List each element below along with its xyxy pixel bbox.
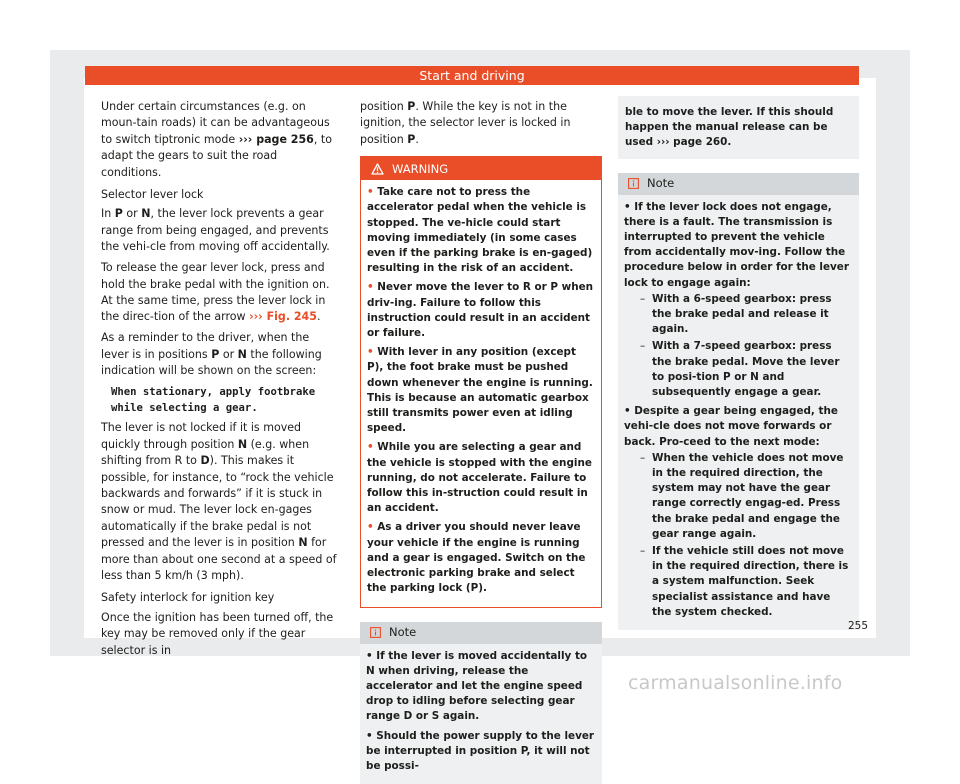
info-note-icon <box>628 178 639 189</box>
paragraph-lever-lock: In P or N, the lever lock prevents a gear range from being engaged, and prevents the vehi-cle from moving off accidentally. <box>101 206 337 255</box>
column-2 <box>360 99 602 784</box>
dash-item: – When the vehicle does not move in the required direction, the system may not have the gear range correctly engag-ed. Press the brake pedal and engage the gear range again. <box>640 451 853 542</box>
warning-header <box>361 158 601 180</box>
dash-item: – With a 6-speed gearbox: press the brake pedal and release it again. <box>640 292 853 338</box>
page-number: 255 <box>848 620 868 632</box>
warning-item: • With lever in any position (except P), the foot brake must be pushed down whenever the engine is running. This is because an automatic gearbox still transmits power even at idling speed. <box>367 345 595 436</box>
page-ref-link[interactable]: ››› page 256 <box>239 133 314 146</box>
warning-box <box>360 156 602 607</box>
watermark-text: carmanualsonline.info <box>628 672 842 694</box>
note-item: • Should the power supply to the lever be interrupted in position P, it will not be possi- <box>366 729 596 775</box>
subheading-safety-interlock: Safety interlock for ignition key <box>101 590 337 606</box>
dash-item: – With a 7-speed gearbox: press the brake pedal. Move the lever to posi-tion P or N and subsequently engage a gear. <box>640 339 853 400</box>
page-ref-link[interactable]: ››› page 260 <box>657 136 728 148</box>
warning-body <box>361 180 601 606</box>
paragraph-ignition-key: Once the ignition has been turned off, the key may be removed only if the gear selector is in <box>101 610 337 659</box>
note-box-lever <box>360 622 602 784</box>
dash-list <box>640 292 853 400</box>
paragraph-not-locked: The lever is not locked if it is moved quickly through position N (e.g. when shifting from R to D). This makes it possible, for instance, to “rock the vehicle backwards and forwards” if it is stuck in snow or mud. The lever lock en-gages automatically if the brake pedal is not pressed and the lever is in position N for more than about one second at a speed of less than 5 km/h (3 mph). <box>101 420 337 584</box>
warning-triangle-icon <box>371 163 384 175</box>
column-3 <box>618 96 859 630</box>
note-body <box>360 644 602 784</box>
note-body <box>618 195 859 630</box>
warning-item: • As a driver you should never leave your vehicle if the engine is running and a gear is engaged. Switch on the electronic parking brake and select the parking lock (P). <box>367 520 595 596</box>
subheading-lever-lock: Selector lever lock <box>101 187 337 203</box>
warning-title: WARNING <box>392 161 448 177</box>
warning-item: • Never move the lever to R or P when driv-ing. Failure to follow this instruction could result in an accident or failure. <box>367 280 595 341</box>
screen-message: When stationary, apply footbrake while selecting a gear. <box>111 384 337 416</box>
info-note-icon <box>370 627 381 638</box>
paragraph-reminder: As a reminder to the driver, when the lever is in positions P or N the following indication will be shown on the screen: <box>101 330 337 379</box>
note-title: Note <box>389 624 416 640</box>
note-item: • Despite a gear being engaged, the vehi-cle does not move forwards or back. Pro-ceed to the next mode: <box>624 404 853 450</box>
warning-item: • Take care not to press the accelerator pedal when the vehicle is stopped. The ve-hicle could start moving immediately (in some cases even if the parking brake is en-gaged) resulting in the risk of an accident. <box>367 185 595 276</box>
note-continuation: ble to move the lever. If this should happen the manual release can be used ››› page 260. <box>618 96 859 159</box>
column-1 <box>101 99 337 664</box>
figure-ref-link[interactable]: ››› Fig. 245 <box>249 310 317 323</box>
note-item: • If the lever lock does not engage, there is a fault. The transmission is interrupted to prevent the vehicle from accidentally mov-ing. Follow the procedure below in order for the lever lock to engage again: <box>624 200 853 291</box>
paragraph-release: To release the gear lever lock, press and hold the brake pedal with the ignition on. At the same time, press the lever lock in the direc-tion of the arrow ››› Fig. 245. <box>101 260 337 326</box>
dash-list <box>640 451 853 620</box>
note-header <box>360 622 602 644</box>
note-header <box>618 173 859 195</box>
note-box-lever-lock <box>618 173 859 630</box>
note-item: • If the lever is moved accidentally to N when driving, release the accelerator and let the engine speed drop to idling before selecting gear range D or S again. <box>366 649 596 725</box>
intro-paragraph: Under certain circumstances (e.g. on moun-tain roads) it can be advantageous to switch tiptronic mode ››› page 256, to adapt the gears to suit the road conditions. <box>101 99 337 181</box>
dash-item: – If the vehicle still does not move in the required direction, there is a system malfunction. Seek specialist assistance and have the system checked. <box>640 544 853 620</box>
note-title: Note <box>647 175 674 191</box>
section-header <box>85 66 859 85</box>
warning-item: • While you are selecting a gear and the vehicle is stopped with the engine running, do not accelerate. Failure to follow this in-struction could result in an accident. <box>367 440 595 516</box>
paragraph-position-p: position P. While the key is not in the ignition, the selector lever is locked in position P. <box>360 99 602 148</box>
section-title: Start and driving <box>419 68 524 83</box>
